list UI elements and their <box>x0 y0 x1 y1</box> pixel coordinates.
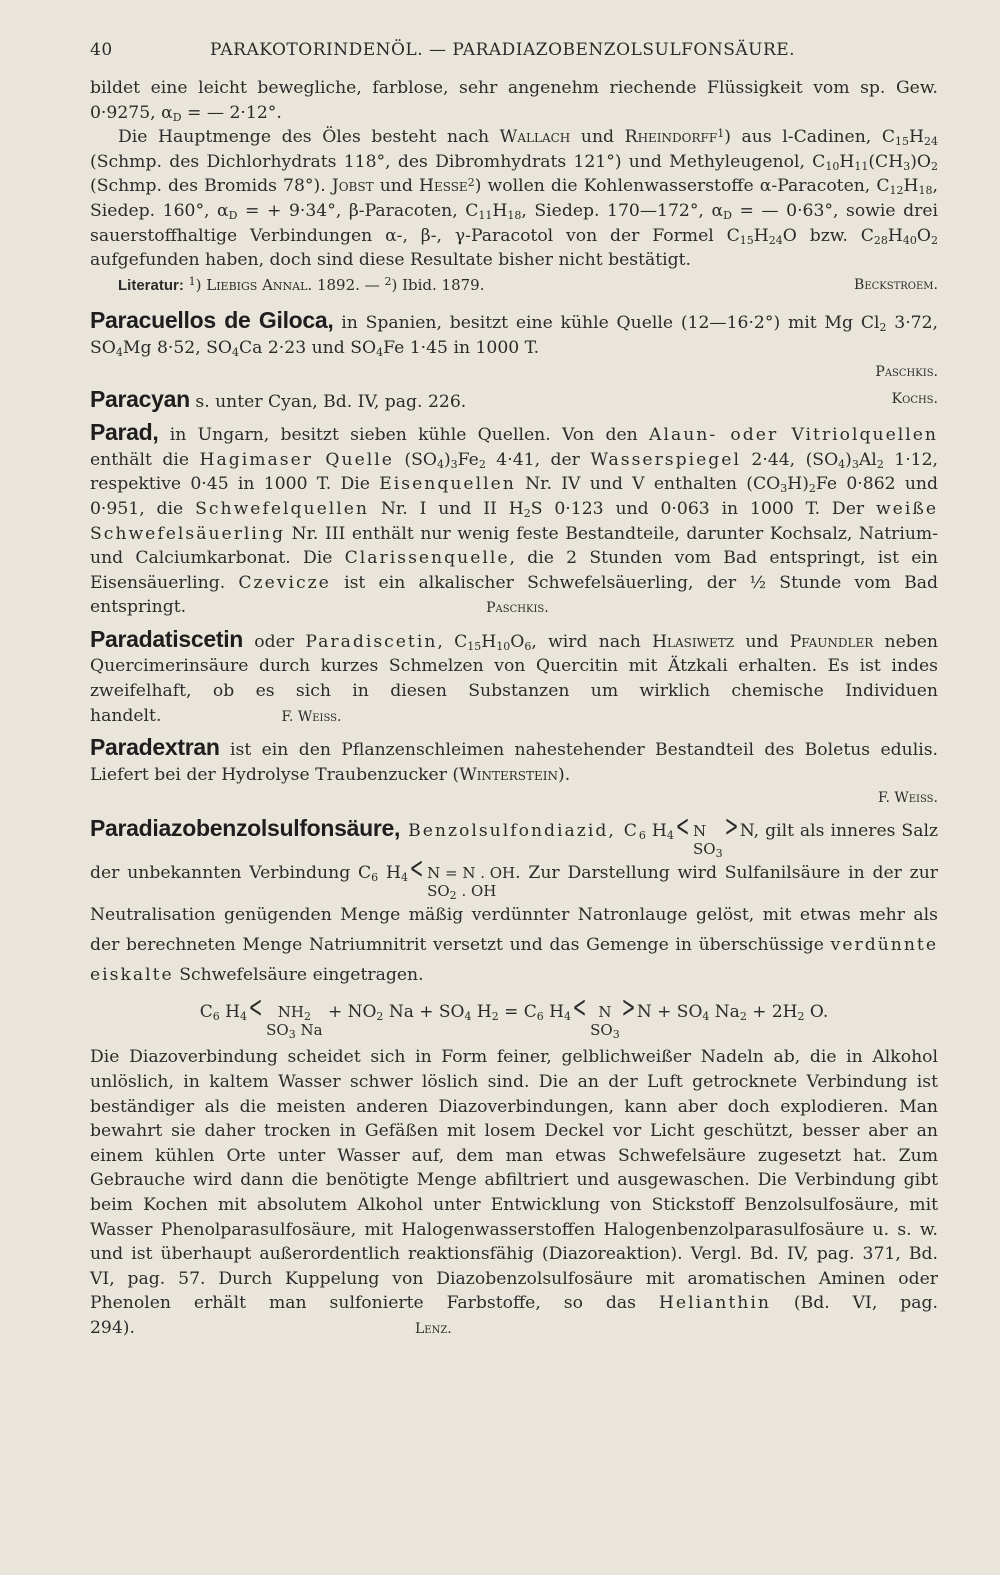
headword: Parad, <box>90 419 159 446</box>
entry-paracuellos: Paracuellos de Giloca, in Spanien, besitzt eine kühle Quelle (12—16·2°) mit Mg $Cl_2$ 3·72, $SO_4Mg$ 8·52, $SO_4Ca$ 2·23 und $SO_4Fe$ 1·45 in 1000 T. <box>90 307 938 359</box>
page-header <box>90 40 938 76</box>
formula-stack: N $SO_3$ <box>693 822 723 861</box>
entry-paradiazobenzolsulfonsaeure: Paradiazobenzolsulfonsäure, Benzolsulfondiazid, $C_6$ $H_4<$ N $SO_3$ >N, gilt als inneres Salz der unbekannten Verbindung $C_6$ $H_4<$ N = N . OH $SO_2$ . OH . Zur Darstellung wird Sulfanilsäure in der zur Neutralisation genügenden Menge mäßig verdünnter Natronlauge gelöst, mit etwas mehr als der berechneten Menge Natriumnitrit versetzt und das Gemenge in überschüssige verdünnte eiskalte Schwefelsäure eingetragen. <box>90 809 938 986</box>
signature-paschkis: Paschkis. <box>875 363 938 380</box>
author-hesse: Hesse <box>418 176 468 197</box>
running-title: PARAKOTORINDENÖL. — PARADIAZOBENZOLSULFONSÄURE. <box>210 40 796 60</box>
paradiazo-paragraph-2: Die Diazoverbindung scheidet sich in Form feiner, gelblichweißer Nadeln ab, die in Alkohol unlöslich, in kaltem Wasser schwer löslich sind. Die an der Luft getrocknete Verbindung ist beständiger als die meisten anderen Diazoverbindungen, kann aber doch explodieren. Man bewahrt sie daher trocken in Gefäßen mit losem Deckel vor Licht geschützt, besser aber an einem kühlen Orte unter Wasser auf, dem man etwas Schwefelsäure zugesetzt hat. Zum Gebrauche wird dann die benötigte Menge abfiltriert und ausgewaschen. Die Verbindung gibt beim Kochen mit absolutem Alkohol unter Entwicklung von Stickstoff Benzolsulfosäure, mit Wasser Phenolparasulfosäure, mit Halogenwasserstoffen Halogenbenzolparasulfosäure u. s. w. und ist überhaupt außerordentlich reaktionsfähig (Diazoreaktion). Vergl. Bd. IV, pag. 371, Bd. VI, pag. 57. Durch Kuppelung von Diazobenzolsulfosäure mit aromatischen Aminen oder Phenolen erhält man sulfonierte Farbstoffe, so das Helianthin (Bd. VI, pag. 294). Lenz. <box>90 1047 938 1338</box>
signature-lenz: Lenz. <box>414 1320 452 1337</box>
page-number: 40 <box>90 40 113 60</box>
headword: Paracuellos de Giloca, <box>90 307 334 334</box>
literature-line: Beckstroem. Literatur: $^1$) Liebigs Annal. 1892. — $^2$) Ibid. 1879. <box>90 273 938 299</box>
signature-beckstroem: Beckstroem. <box>854 276 938 293</box>
headword: Paradiazobenzolsulfonsäure, <box>90 815 401 842</box>
entry-parad: Parad, in Ungarn, besitzt sieben kühle Quellen. Von den Alaun- oder Vitriolquellen enthält die Hagimaser Quelle $(SO_4)_3Fe_2$ 4·41, der Wasserspiegel 2·44, $(SO_4)_3Al_2$ 1·12, respektive 0·45 in 1000 T. Die Eisenquellen Nr. IV und V enthalten $(CO_3H)_2Fe$ 0·862 und 0·951, die Schwefelquellen Nr. I und II $H_2S$ 0·123 und 0·063 in 1000 T. Der weiße Schwefelsäuerling Nr. III enthält nur wenig feste Bestandteile, darunter Kochsalz, Natrium- und Calciumkarbonat. Die Clarissenquelle, die 2 Stunden vom Bad entspringt, ist ein Eisensäuerling. Czevicze ist ein alkalischer Schwefelsäuerling, der ½ Stunde vom Bad entspringt. Paschkis. <box>90 419 939 618</box>
entry-paracyan: Kochs. Paracyan s. unter Cyan, Bd. IV, pag. 226. <box>90 385 938 412</box>
author-rheindorff: Rheindorff <box>624 127 718 148</box>
formula-stack: N = N . OH $SO_2$ . OH <box>427 864 516 903</box>
intro-paragraph-1: bildet eine leicht bewegliche, farblose, sehr angenehm riechende Flüssigkeit vom sp. Gew. 0·9275, $\alpha_D$ = — 2·12°. <box>90 78 938 124</box>
page <box>90 40 938 1342</box>
signature-weiss: F. Weiss. <box>281 708 342 725</box>
author-wallach: Wallach <box>499 127 571 148</box>
intro-paragraph-2: Die Hauptmenge des Öles besteht nach Wallach und Rheindorff$^1$) aus l-Cadinen, $C_{15}H_{24}$ (Schmp. des Dichlorhydrats 118°, des Dibromhydrats 121°) und Methyleugenol, $C_{10}H_{11}(CH_3)O_2$ (Schmp. des Bromids 78°). Jobst und Hesse$^2$) wollen die Kohlenwasserstoffe α-Paracoten, $C_{12}H_{18}$, Siedep. 160°, $\alpha_D$ = + 9·34°, β-Paracoten, $C_{11}H_{18}$, Siedep. 170—172°, $\alpha_D$ = — 0·63°, sowie drei sauerstoffhaltige Verbindungen α-, β-, γ-Paracotol von der Formel $C_{15}H_{24}O$ bzw. $C_{28}H_{40}O_2$ aufgefunden haben, doch sind diese Resultate bisher nicht bestätigt. <box>90 127 939 271</box>
headword: Paradatiscetin <box>90 625 244 652</box>
headword: Paradextran <box>90 734 220 761</box>
reaction-equation: $C_6$ $H_4<$ $NH_2$ $SO_3$ Na + $NO_2$ $Na + SO_4$ $H_2 = C_6$ $H_4<$ N $SO_3$ $>N + SO_4$ $Na_2 + 2H_2$ O. <box>199 990 829 1042</box>
signature-kochs: Kochs. <box>891 390 938 407</box>
signature-paschkis-2: Paschkis. <box>486 600 549 617</box>
author-jobst: Jobst <box>331 176 374 197</box>
headword: Paracyan <box>90 385 190 412</box>
signature-weiss-2: F. Weiss. <box>877 790 938 807</box>
entry-paradatiscetin: Paradatiscetin oder Paradiscetin, $C_{15}H_{10}O_6$, wird nach Hlasiwetz und Pfaundler neben Quercimerinsäure durch kurzes Schmelzen von Quercitin mit Ätzkali erhalten. Es ist indes zweifelhaft, ob es sich in diesen Substanzen um wirklich chemische Individuen handelt. F. Weiss. <box>90 625 939 726</box>
entry-paradextran: Paradextran ist ein den Pflanzenschleimen nahestehender Bestandteil des Boletus edulis. Liefert bei der Hydrolyse Traubenzucker (Winterstein). <box>90 734 938 785</box>
